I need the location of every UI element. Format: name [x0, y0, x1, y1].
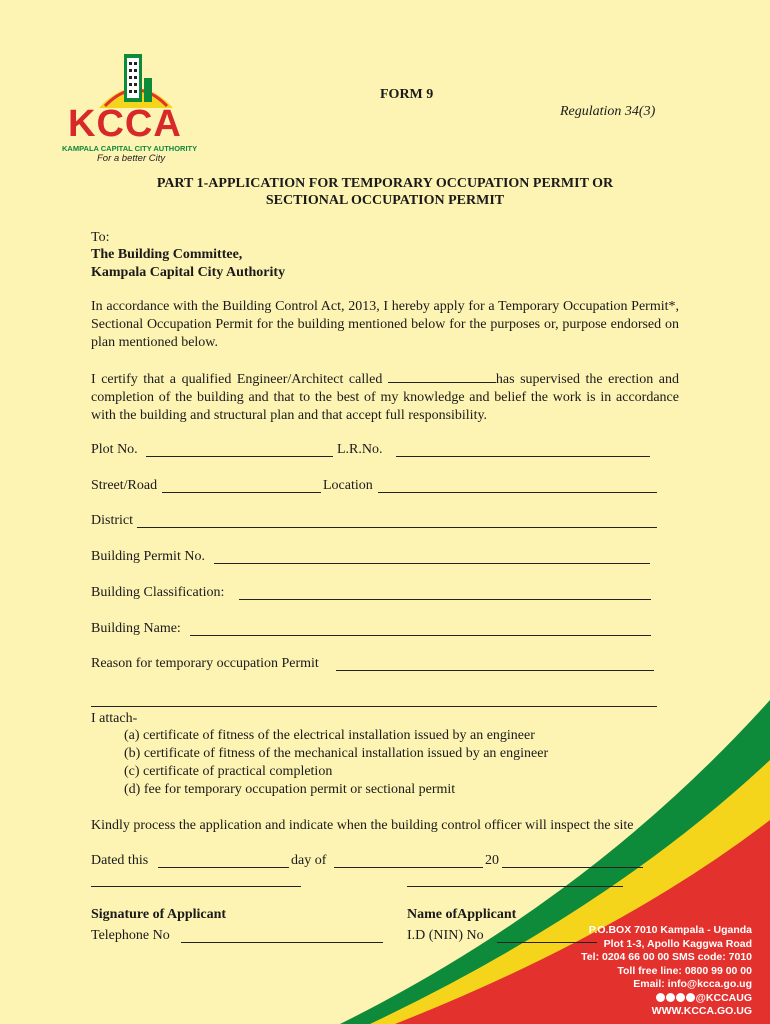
attach-item-b: (b) certificate of fitness of the mechanical installation issued by an engineer [124, 746, 549, 761]
contact-address: Plot 1-3, Apollo Kaggwa Road [603, 937, 752, 950]
certification-text-end: has supervised the erection and completion of the building and that to the best of my knowledge and belief the work is in accordance with the building and structural plan and that accept full responsibility. [91, 372, 679, 423]
signature-line[interactable] [91, 886, 301, 887]
youtube-icon [686, 993, 695, 1002]
facebook-icon [666, 993, 675, 1002]
instagram-icon [676, 993, 685, 1002]
attach-title: I attach- [91, 711, 138, 726]
attach-item-a: (a) certificate of fitness of the electrical installation issued by an engineer [124, 728, 535, 743]
lr-no-field[interactable] [396, 456, 650, 457]
logo-subtitle: KAMPALA CAPITAL CITY AUTHORITY [62, 144, 198, 153]
contact-tollfree: Toll free line: 0800 99 00 00 [617, 964, 752, 977]
signature-label: Signature of Applicant [91, 907, 227, 922]
certification-text-start: I certify that a qualified Engineer/Architect called [91, 372, 388, 387]
address-to: To: [91, 230, 110, 245]
contact-tel: Tel: 0204 66 00 00 SMS code: 7010 [581, 951, 752, 963]
plot-no-field[interactable] [146, 456, 333, 457]
contact-website: WWW.KCCA.GO.UG [651, 1005, 752, 1017]
logo-tagline: For a better City [97, 153, 166, 164]
intro-paragraph: In accordance with the Building Control Act, 2013, I hereby apply for a Temporary Occupation Permit*, Sectional Occupation Permit for the building mentioned below for the purposes or, purpose endorsed on plan mentioned below. [91, 299, 679, 350]
form-title-line1: PART 1-APPLICATION FOR TEMPORARY OCCUPATION PERMIT OR [156, 176, 614, 191]
telephone-label: Telephone No [91, 928, 170, 943]
dated-label: Dated this [91, 853, 149, 868]
location-field[interactable] [378, 492, 657, 493]
dated-day-field[interactable] [158, 867, 289, 868]
attach-item-d: (d) fee for temporary occupation permit or sectional permit [124, 782, 456, 797]
plot-no-label: Plot No. [91, 442, 138, 457]
building-name-label: Building Name: [91, 621, 181, 636]
social-row [581, 992, 752, 1006]
street-road-field[interactable] [162, 492, 321, 493]
social-handle: @KCCAUG [695, 991, 752, 1004]
city-tower-icon [97, 48, 175, 110]
building-permit-field[interactable] [214, 563, 650, 564]
building-classification-label: Building Classification: [91, 585, 225, 600]
form-number: FORM 9 [380, 87, 434, 102]
process-request: Kindly process the application and indicate when the building control officer will inspect the site [91, 818, 634, 833]
day-of-label: day of [291, 853, 327, 868]
location-label: Location [323, 478, 373, 493]
applicant-name-line[interactable] [407, 886, 623, 887]
twitter-icon [656, 993, 665, 1002]
building-name-field[interactable] [190, 635, 651, 636]
attach-item-c: (c) certificate of practical completion [124, 764, 333, 779]
building-classification-field[interactable] [239, 599, 651, 600]
district-label: District [91, 513, 133, 528]
dated-year-field[interactable] [502, 867, 643, 868]
contact-email: Email: info@kcca.go.ug [633, 978, 752, 990]
building-permit-label: Building Permit No. [91, 549, 205, 564]
lr-no-label: L.R.No. [337, 442, 383, 457]
applicant-name-label: Name ofApplicant [407, 907, 517, 922]
district-field[interactable] [137, 527, 657, 528]
id-nin-label: I.D (NIN) No [407, 928, 484, 943]
logo-wordmark: KCCA [68, 103, 182, 145]
certification-paragraph [91, 370, 679, 425]
engineer-name-blank[interactable] [388, 370, 496, 383]
reason-field[interactable] [336, 670, 654, 671]
address-authority: Kampala Capital City Authority [91, 265, 286, 280]
address-committee: The Building Committee, [91, 247, 243, 262]
reason-label: Reason for temporary occupation Permit [91, 656, 319, 671]
contact-pobox: P.O.BOX 7010 Kampala - Uganda [588, 924, 752, 936]
street-road-label: Street/Road [91, 478, 158, 493]
telephone-field[interactable] [181, 942, 383, 943]
dated-month-field[interactable] [334, 867, 483, 868]
year-prefix: 20 [485, 853, 499, 868]
regulation-ref: Regulation 34(3) [560, 104, 656, 119]
contact-block [581, 924, 752, 1019]
form-title-line2: SECTIONAL OCCUPATION PERMIT [265, 193, 505, 208]
reason-field-continued[interactable] [91, 706, 657, 707]
